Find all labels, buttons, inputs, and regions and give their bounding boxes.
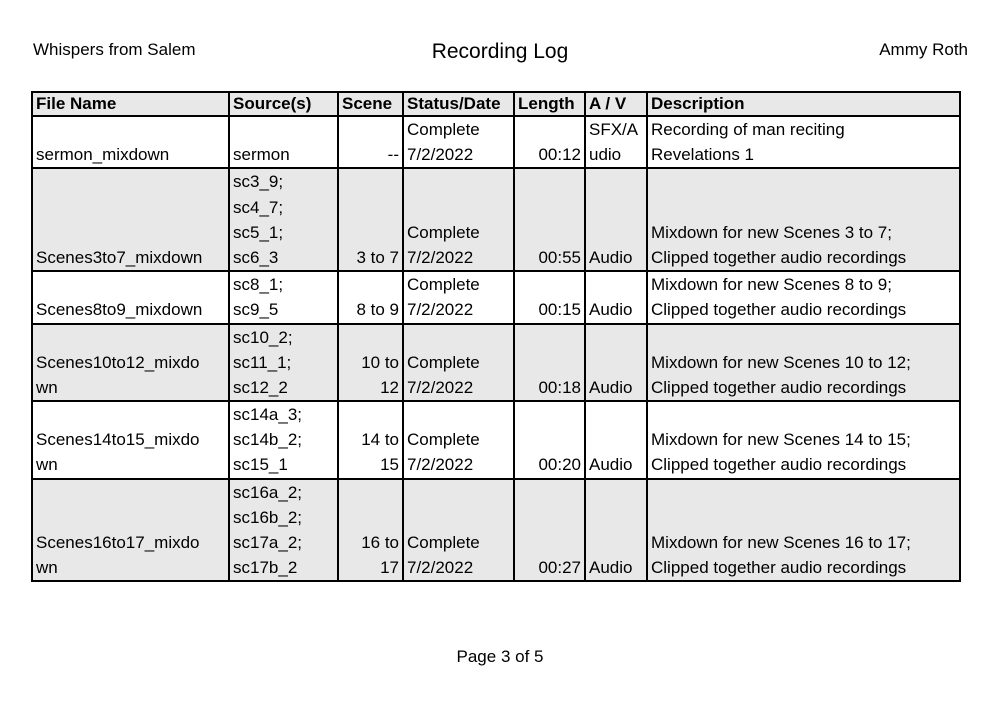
cell-line: [518, 402, 581, 427]
cell-line: [36, 480, 225, 505]
cell-line: [518, 350, 581, 375]
status-date-cell: [403, 324, 514, 402]
column-header: Source(s): [229, 92, 338, 116]
cell-line: [407, 169, 510, 194]
cell-line: Complete: [407, 533, 480, 552]
cell-line: Mixdown for new Scenes 14 to 15;: [651, 430, 911, 450]
cell-line: [342, 402, 399, 427]
cell-line: [589, 480, 643, 505]
cell-line: Complete: [407, 352, 480, 372]
cell-line: sc9_5: [233, 300, 279, 320]
column-header: Status/Date: [403, 92, 514, 116]
cell-line: 7/2/2022: [407, 377, 474, 397]
column-header: Scene: [338, 92, 403, 116]
cell-line: wn: [36, 377, 58, 397]
status-date-cell: [403, 271, 514, 323]
cell-line: Scenes8to9_mixdown: [36, 300, 203, 320]
cell-line: Scenes3to7_mixdown: [36, 247, 203, 267]
cell-line: [36, 325, 225, 350]
table-header-row: [32, 92, 960, 116]
author-name: Ammy Roth: [879, 40, 968, 59]
cell-line: 12: [380, 377, 399, 397]
cell-line: [518, 530, 581, 555]
cell-line: [589, 169, 643, 194]
cell-line: [36, 220, 225, 245]
cell-line: Scenes14to15_mixdo: [36, 430, 200, 450]
status-date-cell: [403, 116, 514, 168]
cell-line: [342, 325, 399, 350]
cell-line: 7/2/2022: [407, 145, 474, 165]
cell-line: [651, 505, 956, 530]
cell-line: sermon: [233, 145, 290, 165]
cell-line: [518, 505, 581, 530]
scene-cell: [338, 116, 403, 168]
cell-line: sc17a_2;: [233, 533, 302, 552]
cell-line: [518, 220, 581, 245]
table-row: [32, 401, 960, 479]
av-cell: [585, 168, 647, 271]
cell-line: 00:27: [538, 558, 581, 578]
cell-line: [407, 480, 510, 505]
av-cell: [585, 116, 647, 168]
cell-line: sc12_2: [233, 377, 288, 397]
cell-line: sc11_1;: [233, 352, 292, 372]
cell-line: Complete: [407, 430, 480, 450]
cell-line: Mixdown for new Scenes 3 to 7;: [651, 222, 892, 242]
cell-line: [407, 505, 510, 530]
sources-cell: [229, 271, 338, 323]
cell-line: [518, 480, 581, 505]
file-name-cell: [32, 401, 229, 479]
cell-line: Scenes10to12_mixdo: [36, 352, 200, 372]
cell-line: Complete: [407, 120, 480, 139]
cell-line: [342, 272, 399, 297]
sources-cell: [229, 324, 338, 402]
cell-line: [36, 272, 225, 297]
cell-line: Audio: [589, 455, 633, 475]
scene-cell: [338, 324, 403, 402]
length-cell: [514, 168, 585, 271]
cell-line: Scenes16to17_mixdo: [36, 533, 200, 552]
project-title: Whispers from Salem: [33, 40, 196, 59]
cell-line: [518, 325, 581, 350]
table-row: [32, 324, 960, 402]
cell-line: [518, 272, 581, 297]
sources-cell: [229, 479, 338, 582]
cell-line: sc8_1;: [233, 275, 284, 295]
cell-line: sc14a_3;: [233, 405, 302, 425]
description-cell: [647, 401, 960, 479]
cell-line: SFX/A: [589, 120, 639, 139]
cell-line: Clipped together audio recordings: [651, 247, 907, 267]
length-cell: [514, 324, 585, 402]
cell-line: sc17b_2: [233, 558, 298, 578]
cell-line: sc15_1: [233, 455, 288, 475]
cell-line: [518, 195, 581, 220]
cell-line: [651, 325, 956, 350]
cell-line: [589, 530, 643, 555]
cell-line: [342, 480, 399, 505]
table-row: [32, 116, 960, 168]
cell-line: [651, 402, 956, 427]
description-cell: [647, 168, 960, 271]
table-row: [32, 271, 960, 323]
description-cell: [647, 479, 960, 582]
cell-line: 3 to 7: [356, 247, 399, 267]
cell-line: sc4_7;: [233, 197, 284, 217]
cell-line: 00:20: [538, 455, 581, 475]
cell-line: [36, 505, 225, 530]
length-cell: [514, 271, 585, 323]
scene-cell: [338, 271, 403, 323]
description-cell: [647, 324, 960, 402]
cell-line: Revelations 1: [651, 145, 755, 165]
cell-line: [589, 427, 643, 452]
cell-line: [589, 325, 643, 350]
cell-line: [36, 117, 225, 142]
column-header: Description: [647, 92, 960, 116]
cell-line: Audio: [589, 558, 633, 578]
cell-line: Audio: [589, 247, 633, 267]
column-header: A / V: [585, 92, 647, 116]
column-header: File Name: [32, 92, 229, 116]
cell-line: [342, 195, 399, 220]
cell-line: 17: [380, 558, 399, 578]
cell-line: sc5_1;: [233, 222, 284, 242]
sources-cell: [229, 116, 338, 168]
cell-line: Complete: [407, 275, 480, 295]
cell-line: [36, 195, 225, 220]
cell-line: [518, 117, 581, 142]
length-cell: [514, 479, 585, 582]
cell-line: 16 to: [361, 533, 399, 552]
cell-line: 10 to: [361, 352, 399, 372]
cell-line: [342, 220, 399, 245]
cell-line: sc10_2;: [233, 327, 293, 347]
scene-cell: [338, 168, 403, 271]
length-cell: [514, 401, 585, 479]
cell-line: Clipped together audio recordings: [651, 300, 907, 320]
page-number: Page 3 of 5: [456, 647, 544, 666]
cell-line: wn: [36, 455, 58, 475]
cell-line: [407, 325, 510, 350]
table-row: [32, 479, 960, 582]
recording-log-table: [31, 91, 961, 582]
cell-line: [233, 117, 334, 142]
cell-line: [342, 169, 399, 194]
cell-line: Mixdown for new Scenes 8 to 9;: [651, 275, 892, 295]
cell-line: --: [387, 145, 399, 165]
cell-line: [589, 220, 643, 245]
cell-line: [589, 195, 643, 220]
cell-line: Mixdown for new Scenes 10 to 12;: [651, 352, 911, 372]
cell-line: [342, 117, 399, 142]
scene-cell: [338, 401, 403, 479]
status-date-cell: [403, 479, 514, 582]
cell-line: 7/2/2022: [407, 300, 474, 320]
cell-line: 7/2/2022: [407, 247, 474, 267]
cell-line: [518, 427, 581, 452]
cell-line: sc6_3: [233, 247, 279, 267]
cell-line: Clipped together audio recordings: [651, 377, 907, 397]
length-cell: [514, 116, 585, 168]
av-cell: [585, 271, 647, 323]
cell-line: 7/2/2022: [407, 455, 474, 475]
cell-line: [342, 505, 399, 530]
scene-cell: [338, 479, 403, 582]
file-name-cell: [32, 271, 229, 323]
cell-line: [651, 480, 956, 505]
cell-line: 15: [380, 455, 399, 475]
cell-line: [651, 195, 956, 220]
file-name-cell: [32, 324, 229, 402]
cell-line: Audio: [589, 377, 633, 397]
cell-line: [36, 402, 225, 427]
cell-line: sc3_9;: [233, 172, 284, 192]
cell-line: 00:15: [538, 300, 581, 320]
cell-line: [651, 169, 956, 194]
cell-line: [518, 169, 581, 194]
cell-line: Clipped together audio recordings: [651, 558, 907, 578]
table-row: [32, 168, 960, 271]
cell-line: 00:55: [538, 247, 581, 267]
cell-line: [407, 402, 510, 427]
status-date-cell: [403, 168, 514, 271]
cell-line: Mixdown for new Scenes 16 to 17;: [651, 533, 911, 552]
cell-line: 00:12: [538, 145, 581, 165]
file-name-cell: [32, 168, 229, 271]
cell-line: [589, 350, 643, 375]
cell-line: [589, 505, 643, 530]
cell-line: sc16b_2;: [233, 507, 302, 527]
cell-line: 8 to 9: [356, 300, 399, 320]
sources-cell: [229, 401, 338, 479]
description-cell: [647, 116, 960, 168]
description-cell: [647, 271, 960, 323]
status-date-cell: [403, 401, 514, 479]
column-header: Length: [514, 92, 585, 116]
document-title: Recording Log: [431, 40, 569, 63]
sources-cell: [229, 168, 338, 271]
cell-line: [589, 402, 643, 427]
cell-line: wn: [36, 558, 58, 578]
cell-line: sc14b_2;: [233, 430, 302, 450]
file-name-cell: [32, 116, 229, 168]
cell-line: 7/2/2022: [407, 558, 474, 578]
cell-line: udio: [589, 145, 622, 165]
cell-line: sermon_mixdown: [36, 145, 170, 165]
av-cell: [585, 324, 647, 402]
cell-line: Clipped together audio recordings: [651, 455, 907, 475]
cell-line: Recording of man reciting: [651, 120, 845, 139]
av-cell: [585, 479, 647, 582]
file-name-cell: [32, 479, 229, 582]
cell-line: 00:18: [538, 377, 581, 397]
cell-line: [589, 272, 643, 297]
cell-line: Audio: [589, 300, 633, 320]
cell-line: [36, 169, 225, 194]
cell-line: Complete: [407, 222, 480, 242]
av-cell: [585, 401, 647, 479]
cell-line: [407, 195, 510, 220]
cell-line: 14 to: [361, 430, 399, 450]
cell-line: sc16a_2;: [233, 482, 302, 502]
